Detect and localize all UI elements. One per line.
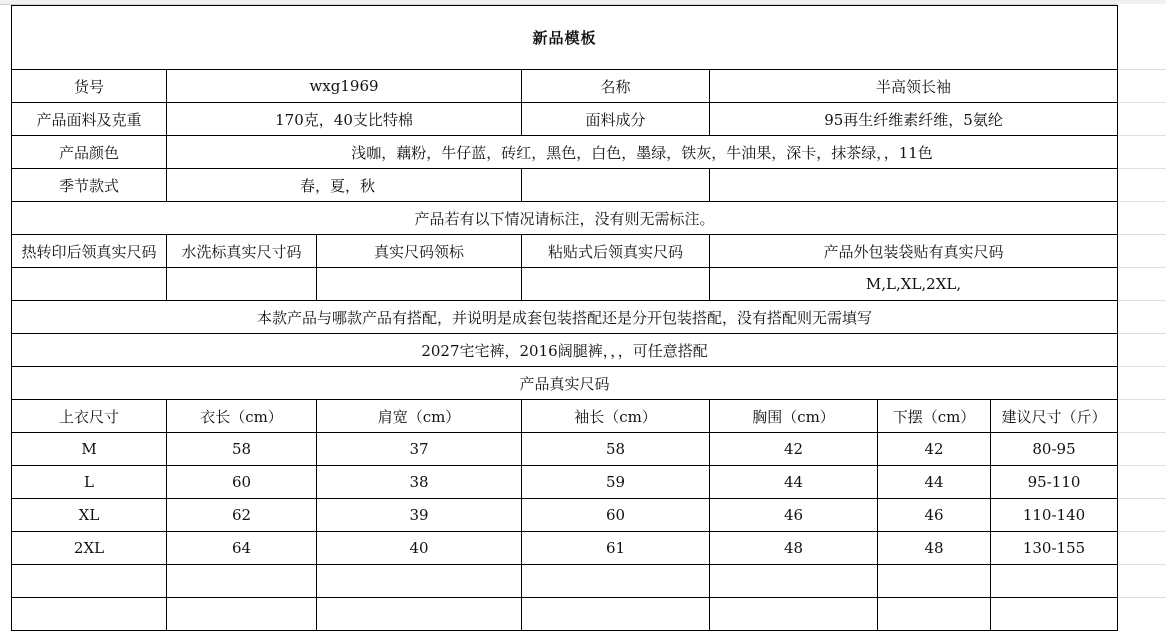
info-row-color — [12, 136, 1118, 169]
label-header-heat-transfer[interactable]: 热转印后领真实尺码 — [12, 235, 167, 268]
size-row — [12, 499, 1118, 532]
empty-cell[interactable] — [522, 565, 710, 598]
size-header-cell[interactable]: 胸围（cm） — [710, 400, 878, 433]
empty-cell[interactable] — [710, 598, 878, 631]
size-cell[interactable]: 48 — [878, 532, 991, 565]
template-sheet — [11, 5, 1118, 631]
empty-cell[interactable] — [710, 169, 1118, 202]
label-header-package[interactable]: 产品外包装袋贴有真实尺码 — [710, 235, 1118, 268]
fabric-cell[interactable]: 170克，40支比特棉 — [167, 103, 522, 136]
empty-cell[interactable] — [167, 565, 317, 598]
size-header-cell[interactable]: 肩宽（cm） — [317, 400, 522, 433]
empty-cell[interactable] — [878, 565, 991, 598]
empty-cell[interactable] — [12, 565, 167, 598]
size-cell[interactable]: 60 — [522, 499, 710, 532]
empty-cell[interactable] — [317, 565, 522, 598]
empty-cell[interactable] — [991, 598, 1118, 631]
size-header-cell[interactable]: 下摆（cm） — [878, 400, 991, 433]
size-header-cell[interactable]: 建议尺寸（斤） — [991, 400, 1118, 433]
matching-notice-row — [12, 301, 1118, 334]
empty-cell[interactable] — [991, 565, 1118, 598]
size-cell[interactable]: 44 — [710, 466, 878, 499]
label-header-size-label[interactable]: 真实尺码领标 — [317, 235, 522, 268]
label-header-row — [12, 235, 1118, 268]
empty-cell[interactable] — [12, 598, 167, 631]
size-cell[interactable]: 37 — [317, 433, 522, 466]
item-no-cell[interactable]: wxg1969 — [167, 70, 522, 103]
size-cell[interactable]: 130-155 — [991, 532, 1118, 565]
fabric-label[interactable]: 产品面料及克重 — [12, 103, 167, 136]
size-header-cell[interactable]: 袖长（cm） — [522, 400, 710, 433]
size-cell[interactable]: 38 — [317, 466, 522, 499]
size-header-cell[interactable]: 衣长（cm） — [167, 400, 317, 433]
composition-label[interactable]: 面料成分 — [522, 103, 710, 136]
size-cell[interactable]: 95-110 — [991, 466, 1118, 499]
size-cell[interactable]: 64 — [167, 532, 317, 565]
size-cell[interactable]: 60 — [167, 466, 317, 499]
empty-cell[interactable] — [710, 565, 878, 598]
label-value-heat-transfer[interactable] — [12, 268, 167, 301]
label-value-row — [12, 268, 1118, 301]
size-cell[interactable]: 44 — [878, 466, 991, 499]
empty-cell[interactable] — [522, 598, 710, 631]
season-label[interactable]: 季节款式 — [12, 169, 167, 202]
label-notice-row — [12, 202, 1118, 235]
size-cell[interactable]: 42 — [878, 433, 991, 466]
size-cell[interactable]: 46 — [710, 499, 878, 532]
color-cell[interactable]: 浅咖，藕粉，牛仔蓝，砖红，黑色，白色，墨绿，铁灰，牛油果，深卡，抹茶绿，，11色 — [167, 136, 1118, 169]
size-cell[interactable]: 48 — [710, 532, 878, 565]
size-section-title[interactable]: 产品真实尺码 — [12, 367, 1118, 400]
label-value-wash-label[interactable] — [167, 268, 317, 301]
label-value-sticker[interactable] — [522, 268, 710, 301]
size-section-row — [12, 367, 1118, 400]
size-cell[interactable]: 59 — [522, 466, 710, 499]
size-header-cell[interactable]: 上衣尺寸 — [12, 400, 167, 433]
item-no-label[interactable]: 货号 — [12, 70, 167, 103]
size-cell[interactable]: 39 — [317, 499, 522, 532]
matching-value-row — [12, 334, 1118, 367]
matching-value[interactable]: 2027宅宅裤，2016阔腿裤，，，可任意搭配 — [12, 334, 1118, 367]
size-cell[interactable]: 58 — [522, 433, 710, 466]
size-cell[interactable]: 2XL — [12, 532, 167, 565]
info-row-fabric — [12, 103, 1118, 136]
empty-cell[interactable] — [167, 598, 317, 631]
label-header-sticker[interactable]: 粘贴式后领真实尺码 — [522, 235, 710, 268]
label-notice[interactable]: 产品若有以下情况请标注，没有则无需标注。 — [12, 202, 1118, 235]
size-row — [12, 532, 1118, 565]
season-cell[interactable]: 春，夏，秋 — [167, 169, 522, 202]
empty-cell[interactable] — [317, 598, 522, 631]
size-cell[interactable]: 62 — [167, 499, 317, 532]
size-cell[interactable]: 40 — [317, 532, 522, 565]
empty-grid-area — [1117, 4, 1166, 612]
size-header-row — [12, 400, 1118, 433]
size-cell[interactable]: XL — [12, 499, 167, 532]
size-cell[interactable]: 42 — [710, 433, 878, 466]
composition-cell[interactable]: 95再生纤维素纤维，5氨纶 — [710, 103, 1118, 136]
label-header-wash-label[interactable]: 水洗标真实尺寸码 — [167, 235, 317, 268]
matching-notice[interactable]: 本款产品与哪款产品有搭配，并说明是成套包装搭配还是分开包装搭配，没有搭配则无需填写 — [12, 301, 1118, 334]
empty-row — [12, 565, 1118, 598]
title-row — [12, 6, 1118, 70]
label-value-size-label[interactable] — [317, 268, 522, 301]
info-row-season — [12, 169, 1118, 202]
size-cell[interactable]: 61 — [522, 532, 710, 565]
size-cell[interactable]: 110-140 — [991, 499, 1118, 532]
size-cell[interactable]: 80-95 — [991, 433, 1118, 466]
info-row-item — [12, 70, 1118, 103]
empty-row — [12, 598, 1118, 631]
name-label[interactable]: 名称 — [522, 70, 710, 103]
name-cell[interactable]: 半高领长袖 — [710, 70, 1118, 103]
size-cell[interactable]: M — [12, 433, 167, 466]
size-row — [12, 466, 1118, 499]
empty-cell[interactable] — [878, 598, 991, 631]
size-cell[interactable]: 46 — [878, 499, 991, 532]
size-cell[interactable]: 58 — [167, 433, 317, 466]
empty-cell[interactable] — [522, 169, 710, 202]
size-row — [12, 433, 1118, 466]
size-cell[interactable]: L — [12, 466, 167, 499]
sheet-title[interactable]: 新品模板 — [12, 6, 1118, 70]
label-value-package[interactable]: M,L,XL,2XL, — [710, 268, 1118, 301]
color-label[interactable]: 产品颜色 — [12, 136, 167, 169]
